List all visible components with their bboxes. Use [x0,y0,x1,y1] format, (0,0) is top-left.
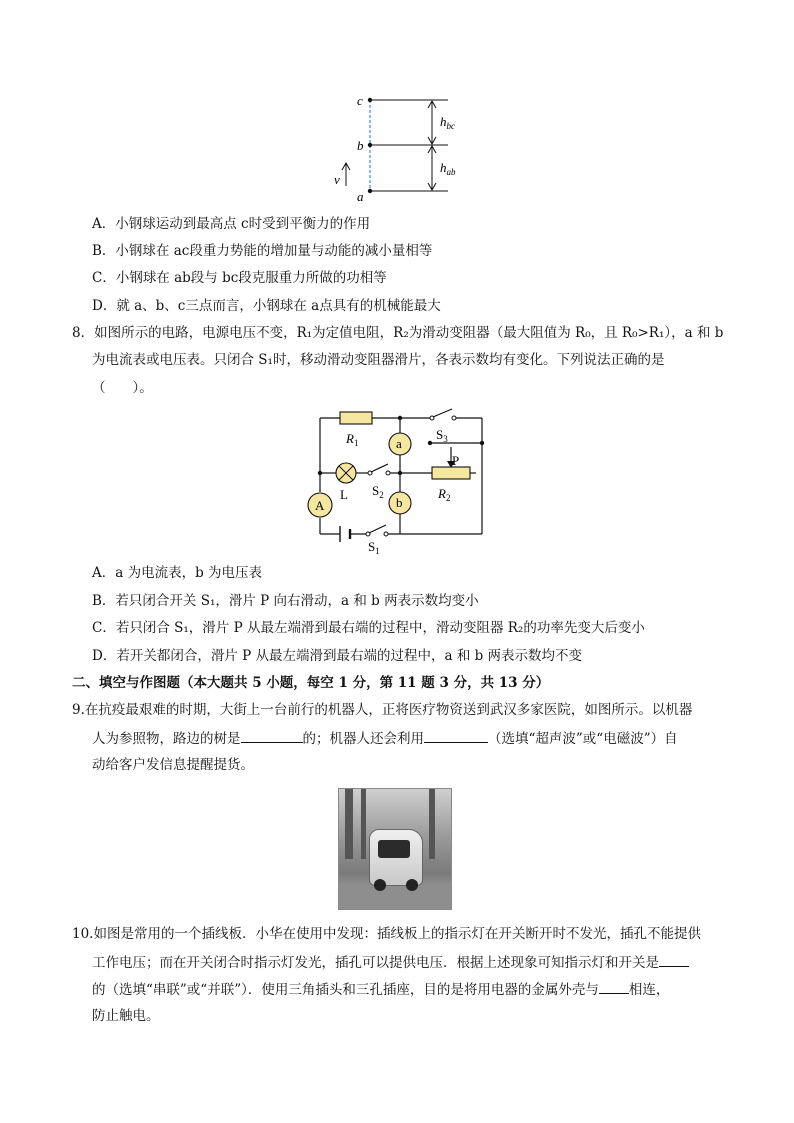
resistor-r2 [432,467,470,479]
resistor-r1 [340,412,372,424]
q10-line4: 防止触电。 [92,1008,160,1024]
r2-label: $R_2$ [438,486,451,503]
point-c [368,98,372,102]
lamp-label: L [340,487,348,502]
meter-a-label: a [396,436,402,451]
q8-option-a: A．a 为电流表，b 为电压表 [92,565,263,581]
q9-blank-1[interactable] [241,728,303,743]
q9-line3: 动给客户发信息提醒提货。 [92,757,254,773]
s1-label: $S_1$ [368,539,380,556]
q10-line2: 工作电压；而在开关闭合时指示灯发光，插孔可以提供电压．根据上述现象可知指示灯和开关是 [92,952,689,973]
label-a: a [357,189,364,203]
label-c: c [357,93,363,108]
q8-stem-line3: （ ）。 [92,380,153,396]
q7-option-b: B．小钢球在 ac段重力势能的增加量与动能的减小量相等 [92,243,433,259]
circuit-diagram [300,405,500,560]
q8-stem-line2: 为电流表或电压表。只闭合 S₁时，移动滑动变阻器滑片，各表示数均有变化。下列说法正确的是 [92,352,665,368]
q10-blank-2[interactable] [599,979,629,994]
switch-s3 [433,409,452,417]
point-b [368,143,372,147]
switch-s1 [369,525,386,533]
ammeter-label: A [315,498,325,513]
label-v: v [334,172,340,187]
q8-option-d: D．若开关都闭合，滑片 P 从最左端滑到最右端的过程中，a 和 b 两表示数均不变 [92,648,583,664]
label-b: b [357,138,364,153]
q7-option-a: A．小钢球运动到最高点 c时受到平衡力的作用 [92,216,371,232]
q7-option-d: D．就 a、b、c三点而言，小钢球在 a点具有的机械能最大 [92,298,441,314]
q10-blank-1[interactable] [659,952,689,967]
s3-label: $S_3$ [436,427,448,444]
q8-option-b: B．若只闭合开关 S₁，滑片 P 向右滑动，a 和 b 两表示数均变小 [92,593,479,609]
q10-line1: 10.如图是常用的一个插线板．小华在使用中发现：插线板上的指示灯在开关断开时不发光，插孔不能提供 [72,926,701,942]
s2-label: $S_2$ [372,483,384,500]
q7-option-c: C．小钢球在 ab段与 bc段克服重力所做的功相等 [92,270,387,286]
q9-line1: 9.在抗疫最艰难的时期，大街上一台前行的机器人，正将医疗物资送到武汉多家医院，如图所示。以机器 [72,702,693,718]
label-hab: $h_{ab}$ [440,160,456,177]
section2-heading: 二、填空与作图题（本大题共 5 小题，每空 1 分，第 11 题 3 分，共 13 分） [72,675,550,691]
q9-line2: 人为参照物，路边的树是 的；机器人还会利用 （选填“超声波”或“电磁波”）自 [92,728,678,749]
q9-blank-2[interactable] [424,728,488,743]
robot-photo [338,788,452,910]
height-diagram [325,88,465,203]
r1-label: $R_1$ [346,431,359,448]
point-a [368,189,372,193]
q10-line3: 的（选填“串联”或“并联”）．使用三角插头和三孔插座，目的是将用电器的金属外壳与 相连， [92,979,669,1000]
switch-s2 [371,464,388,472]
slider-label: P [452,453,460,468]
label-hbc: $h_{bc}$ [440,114,455,131]
meter-b-label: b [396,495,403,510]
q8-stem-line1: 8．如图所示的电路，电源电压不变，R₁为定值电阻，R₂为滑动变阻器（最大阻值为 R₀，且 R₀>R₁），a 和 b [72,325,724,341]
q8-option-c: C．若只闭合 S₁，滑片 P 从最左端滑到最右端的过程中，滑动变阻器 R₂的功率先变大后变小 [92,620,645,636]
